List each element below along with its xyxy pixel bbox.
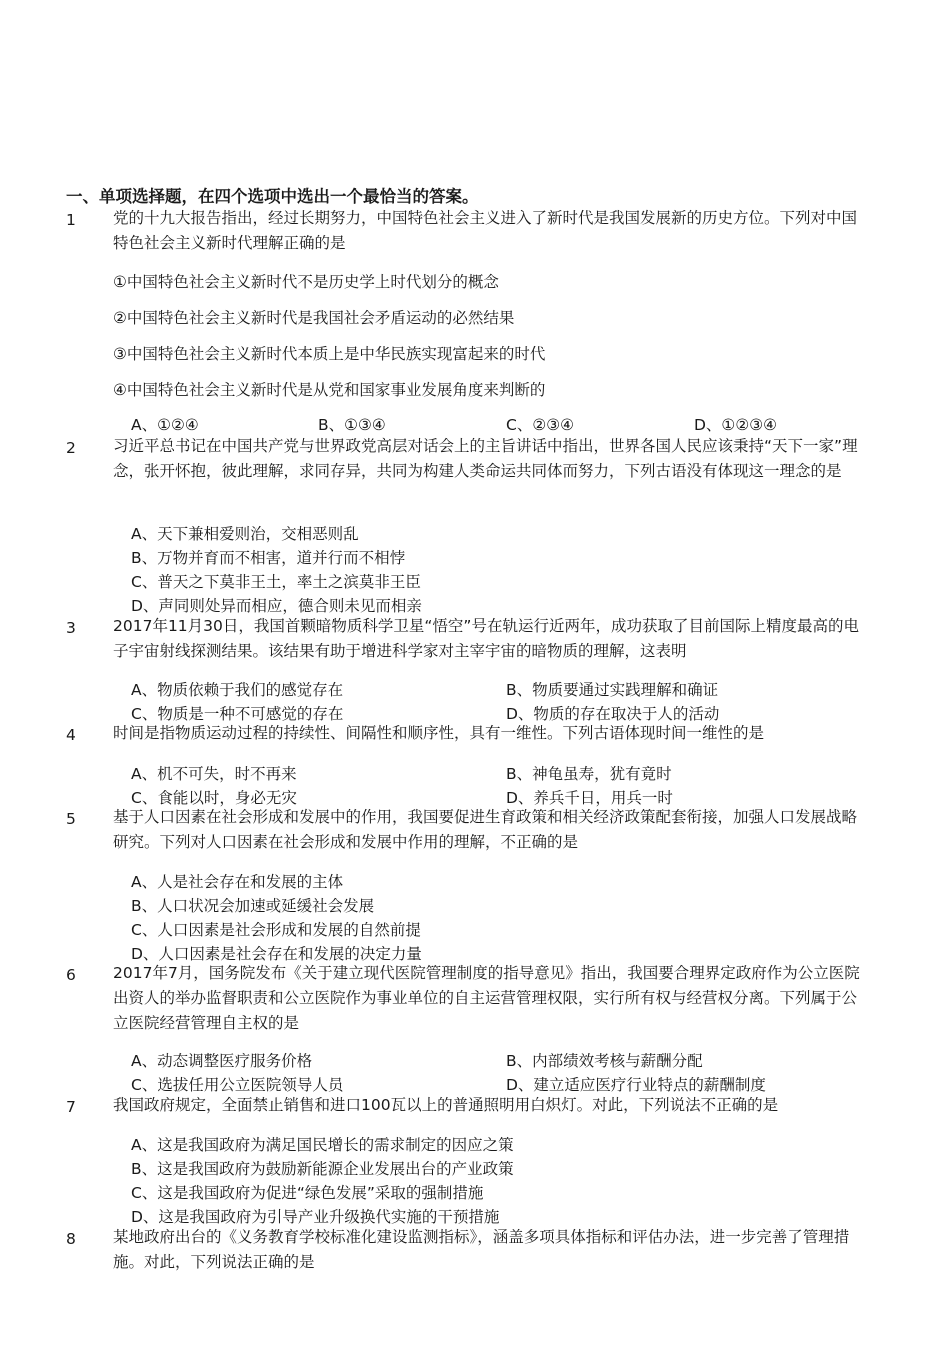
question-1-option-b[interactable]: B、①③④ <box>318 416 386 434</box>
question-6-number: 6 <box>66 966 76 984</box>
question-3-option-a[interactable]: A、物质依赖于我们的感觉存在 <box>131 681 344 699</box>
question-2-option-b[interactable]: B、万物并育而不相害，道并行而不相悖 <box>131 549 406 567</box>
question-5-option-a[interactable]: A、人是社会存在和发展的主体 <box>131 873 344 891</box>
question-1-statement-2: ②中国特色社会主义新时代是我国社会矛盾运动的必然结果 <box>113 309 515 327</box>
question-1-number: 1 <box>66 211 76 229</box>
question-5-option-c[interactable]: C、人口因素是社会形成和发展的自然前提 <box>131 921 421 939</box>
question-3-option-c[interactable]: C、物质是一种不可感觉的存在 <box>131 705 344 723</box>
question-4-stem: 时间是指物质运动过程的持续性、间隔性和顺序性，具有一维性。下列古语体现时间一维性的是 <box>113 724 765 742</box>
question-5-option-b[interactable]: B、人口状况会加速或延缓社会发展 <box>131 897 375 915</box>
question-3-stem: 2017年11月30日，我国首颗暗物质科学卫星“悟空”号在轨运行近两年，成功获取了目前国际上精度最高的电子宇宙射线探测结果。该结果有助于增进科学家对主宰宇宙的暗物质的理解，这表明 <box>113 617 859 660</box>
question-1-statement-3: ③中国特色社会主义新时代本质上是中华民族实现富起来的时代 <box>113 345 546 363</box>
question-1-statement-1: ①中国特色社会主义新时代不是历史学上时代划分的概念 <box>113 273 499 291</box>
question-1-option-d[interactable]: D、①②③④ <box>694 416 778 434</box>
question-7-option-c[interactable]: C、这是我国政府为促进“绿色发展”采取的强制措施 <box>131 1184 484 1202</box>
question-4-option-d[interactable]: D、养兵千日，用兵一时 <box>506 789 673 807</box>
question-6-option-d[interactable]: D、建立适应医疗行业特点的薪酬制度 <box>506 1076 766 1094</box>
question-4-option-b[interactable]: B、神龟虽寿，犹有竟时 <box>506 765 672 783</box>
question-2-stem: 习近平总书记在中国共产党与世界政党高层对话会上的主旨讲话中指出，世界各国人民应该秉持“天下一家”理念，张开怀抱，彼此理解，求同存异，共同为构建人类命运共同体而努力，下列古语没有体现这一理念的是 <box>113 437 858 480</box>
question-4-option-c[interactable]: C、食能以时，身必无灾 <box>131 789 297 807</box>
question-2-option-a[interactable]: A、天下兼相爱则治，交相恶则乱 <box>131 525 359 543</box>
question-1-stem: 党的十九大报告指出，经过长期努力，中国特色社会主义进入了新时代是我国发展新的历史方位。下列对中国特色社会主义新时代理解正确的是 <box>113 209 858 252</box>
question-3-option-d[interactable]: D、物质的存在取决于人的活动 <box>506 705 720 723</box>
question-4-number: 4 <box>66 726 76 744</box>
question-5-option-d[interactable]: D、人口因素是社会存在和发展的决定力量 <box>131 945 422 963</box>
question-7-number: 7 <box>66 1098 76 1116</box>
question-2-number: 2 <box>66 439 76 457</box>
question-5-number: 5 <box>66 810 76 828</box>
question-7-option-d[interactable]: D、这是我国政府为引导产业升级换代实施的干预措施 <box>131 1208 500 1226</box>
question-1-statement-4: ④中国特色社会主义新时代是从党和国家事业发展角度来判断的 <box>113 381 546 399</box>
question-4-option-a[interactable]: A、机不可失，时不再来 <box>131 765 297 783</box>
question-2-option-c[interactable]: C、普天之下莫非王土，率土之滨莫非王臣 <box>131 573 421 591</box>
question-1-option-a[interactable]: A、①②④ <box>131 416 199 434</box>
question-6-stem: 2017年7月，国务院发布《关于建立现代医院管理制度的指导意见》指出，我国要合理界定政府作为公立医院出资人的举办监督职责和公立医院作为事业单位的自主运营管理权限，实行所有权与经营权分离。下列属于公立医院经营管理自主权的是 <box>113 964 860 1032</box>
question-5-stem: 基于人口因素在社会形成和发展中的作用，我国要促进生育政策和相关经济政策配套衔接，加强人口发展战略研究。下列对人口因素在社会形成和发展中作用的理解，不正确的是 <box>113 808 858 851</box>
question-8-number: 8 <box>66 1230 76 1248</box>
section-title: 一、单项选择题，在四个选项中选出一个最恰当的答案。 <box>66 187 479 206</box>
question-7-option-b[interactable]: B、这是我国政府为鼓励新能源企业发展出台的产业政策 <box>131 1160 514 1178</box>
question-6-option-b[interactable]: B、内部绩效考核与薪酬分配 <box>506 1052 703 1070</box>
question-6-option-a[interactable]: A、动态调整医疗服务价格 <box>131 1052 313 1070</box>
question-3-option-b[interactable]: B、物质要通过实践理解和确证 <box>506 681 719 699</box>
question-3-number: 3 <box>66 619 76 637</box>
question-7-option-a[interactable]: A、这是我国政府为满足国民增长的需求制定的因应之策 <box>131 1136 514 1154</box>
question-6-option-c[interactable]: C、选拔任用公立医院领导人员 <box>131 1076 344 1094</box>
question-2-option-d[interactable]: D、声同则处异而相应，德合则未见而相亲 <box>131 597 422 615</box>
question-8-stem: 某地政府出台的《义务教育学校标准化建设监测指标》，涵盖多项具体指标和评估办法，进一步完善了管理措施。对此，下列说法正确的是 <box>113 1228 850 1271</box>
question-7-stem: 我国政府规定，全面禁止销售和进口100瓦以上的普通照明用白炽灯。对此，下列说法不正确的是 <box>113 1096 779 1114</box>
question-1-option-c[interactable]: C、②③④ <box>506 416 575 434</box>
